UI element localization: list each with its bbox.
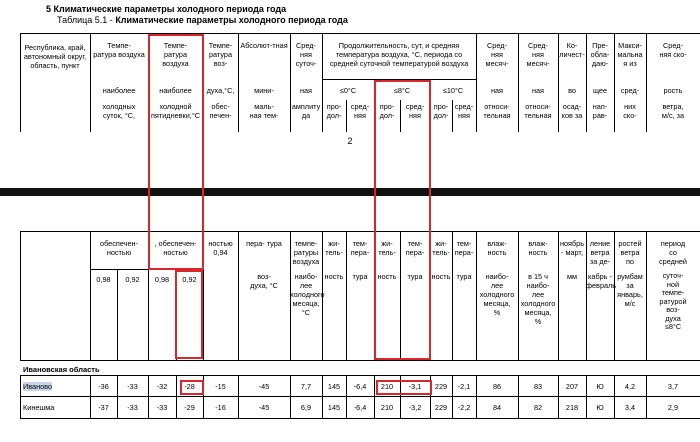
r3-c6: про- дол- — [326, 102, 342, 120]
table-caption — [57, 15, 348, 25]
cell: -6,4 — [353, 403, 367, 412]
cell: Ю — [596, 403, 604, 412]
city-name: Кинешма — [23, 403, 55, 412]
cell: Ю — [596, 382, 604, 391]
page-break-band — [0, 188, 700, 196]
cell: -28 — [184, 382, 195, 391]
region-name: Ивановская область — [23, 365, 100, 374]
b1-c11: тем- пера- — [454, 239, 474, 257]
prob-4: 0,92 — [182, 275, 197, 284]
col-temp2-header: Темпе- ратура воздуха — [162, 41, 189, 68]
section-heading: 5 Климатические параметры холодного периода года — [46, 4, 287, 14]
b1-c1: обеспечен- ностью — [100, 239, 138, 257]
b2-c15: кабрь - февраль — [586, 272, 617, 290]
cell: -33 — [127, 382, 138, 391]
r3-c17: ветра, м/с, за — [661, 102, 685, 120]
b2-c12: наибо- лее холодного месяца, % — [479, 272, 515, 317]
col-region-header: Республика, край, автономный округ, область, пункт — [23, 43, 87, 70]
r3-c1: холодных суток, °С, — [102, 102, 136, 120]
b1-c17: период со средней — [658, 239, 688, 266]
b1-c12: влаж- ность — [487, 239, 507, 257]
highlight-box-value-28 — [180, 380, 204, 395]
b1-c7: тем- пера- — [350, 239, 370, 257]
col-wind-dir-header: Прe- обла- даю- — [590, 41, 610, 68]
b1-c2: , обеспечен- ностью — [154, 239, 197, 257]
page-number: 2 — [347, 136, 353, 146]
b1-c4: пера- тура — [246, 239, 282, 248]
cell: -37 — [98, 403, 109, 412]
prob-3: 0,98 — [154, 275, 170, 284]
col-wind-max-header: Макси- мальна я из — [617, 41, 643, 68]
r3-c12: относи- тельная — [483, 102, 511, 120]
b1-c14: ноябрь - март, — [559, 239, 585, 257]
cell: -16 — [215, 403, 226, 412]
b2-c11: тура — [456, 272, 472, 281]
col-temp1-header: Темпе- ратура воздуха — [93, 41, 145, 59]
cell: -2,2 — [457, 403, 471, 412]
cell: -29 — [184, 403, 195, 412]
cell: 229 — [434, 403, 448, 412]
b1-c9: тем- пера- — [405, 239, 425, 257]
r2-c10: сред- — [620, 86, 640, 95]
cell: 145 — [327, 382, 341, 391]
r3-c2: холодной пятидневки,°С — [150, 102, 201, 120]
cell: 207 — [565, 382, 579, 391]
cell: -33 — [156, 403, 168, 412]
b1-c3: ностью 0,94 — [208, 239, 233, 257]
col-hum1-header: Сред- няя месяч- — [485, 41, 509, 68]
r2-c8: во — [568, 86, 576, 95]
cell: 218 — [565, 403, 579, 412]
cell: 229 — [434, 382, 448, 391]
r3-c15: нап- рав- — [592, 102, 608, 120]
highlight-box-prob-092 — [175, 270, 203, 359]
b1-c16: ростей ветра по — [618, 239, 642, 266]
cell: -45 — [258, 403, 270, 412]
highlight-box-le8-values — [376, 380, 432, 395]
r2-c4: мини- — [254, 86, 274, 95]
sub-le0: ≤0°С — [339, 86, 357, 95]
b2-c16: румбам за январь, м/с — [617, 272, 643, 308]
r3-c10: про- дол- — [433, 102, 449, 120]
cell: 82 — [533, 403, 543, 412]
col-hum2-header: Сред- няя месяч- — [526, 41, 550, 68]
cell: 145 — [327, 403, 341, 412]
cell: -6,4 — [353, 382, 367, 391]
sub-le8: ≤8°С — [393, 86, 411, 95]
r3-c8: про- дол- — [379, 102, 395, 120]
prob-2: 0,92 — [125, 275, 140, 284]
col-duration-header: Продолжительность, сут, и средняя температура воздуха, °С, периода со средней суточной температурой воздуха — [329, 41, 469, 68]
b2-c5: наибо- лее холодного месяца, °С — [290, 272, 325, 317]
cell: -32 — [156, 382, 168, 391]
cell: 2,9 — [667, 403, 679, 412]
col-temp3-header: Темпе- ратура воз- — [208, 41, 233, 68]
table-title: Климатические параметры холодного периода года — [115, 15, 348, 25]
r2-c6: ная — [490, 86, 504, 95]
cell: 83 — [533, 382, 543, 391]
b2-c17: суточ- ной темпе- ратурой воз- духа ≤8°С — [659, 271, 687, 331]
r3-c9: сред- няя — [405, 102, 425, 120]
city-name[interactable]: Иваново — [23, 382, 53, 391]
col-wind-avg-header: Сред- няя ско- — [659, 41, 687, 59]
b2-c13: в 15 ч наибо- лее холодного месяца, % — [520, 272, 556, 326]
cell: -36 — [98, 382, 109, 391]
col-absmin-header: Абсолют-тная — [240, 41, 288, 50]
b2-c7: тура — [352, 272, 368, 281]
b1-c15: ление ветра за де- — [589, 239, 611, 266]
b2-c9: тура — [407, 272, 423, 281]
cell: 7,7 — [300, 382, 312, 391]
r2-c3: духа,°С, — [206, 86, 235, 95]
cell: 210 — [380, 403, 394, 412]
b1-c8: жи- тель- — [378, 239, 396, 257]
r3-c16: них ско- — [623, 102, 637, 120]
b2-c10: ность — [431, 272, 451, 281]
cell: -15 — [215, 382, 226, 391]
r2-c7: ная — [531, 86, 545, 95]
cell: -3,2 — [408, 403, 422, 412]
b2-c8: ность — [377, 272, 397, 281]
r3-c4: маль- ная тем- — [249, 102, 279, 120]
b1-c5: темпе- ратуры воздуха — [292, 239, 320, 266]
table-label: Таблица 5.1 - — [57, 15, 116, 25]
highlight-box-le8-column — [374, 80, 431, 360]
b1-c10: жи- тель- — [432, 239, 450, 257]
cell: -2,1 — [457, 382, 471, 391]
cell: 210 — [380, 382, 394, 391]
r3-c14: осад- ков за — [561, 102, 583, 120]
r2-c9: щее — [592, 86, 608, 95]
r3-c7: сред- няя — [350, 102, 370, 120]
cell: 4,2 — [624, 382, 636, 391]
b1-c6: жи- тель- — [325, 239, 343, 257]
cell: -45 — [258, 382, 270, 391]
b2-c14: мм — [566, 272, 578, 281]
cell: 84 — [492, 403, 502, 412]
highlight-box-temp-column — [148, 34, 204, 270]
r3-c11: сред- няя — [454, 102, 474, 120]
b2-c6: ность — [324, 272, 344, 281]
cell: -33 — [127, 403, 138, 412]
col-precip-header: Ко- личест- — [559, 41, 585, 59]
cell: -3,1 — [408, 382, 422, 391]
r2-c2: наиболее — [159, 86, 192, 95]
col-ampl-header: Сред- няя суточ- — [295, 41, 317, 68]
cell: 3,7 — [667, 382, 679, 391]
sub-le10: ≤10°С — [442, 86, 464, 95]
cell: 86 — [492, 382, 502, 391]
b1-c13: влаж- ность — [528, 239, 548, 257]
r2-c5: ная — [299, 86, 313, 95]
r3-c13: относи- тельная — [524, 102, 552, 120]
r2-c1: наиболее — [102, 86, 136, 95]
cell: 6,9 — [300, 403, 312, 412]
r2-c11: рость — [663, 86, 683, 95]
r3-c5: амплиту да — [291, 102, 321, 120]
cell: 3,4 — [624, 403, 636, 412]
prob-1: 0,98 — [96, 275, 111, 284]
r3-c3: обес- печен- — [209, 102, 232, 120]
b2-c4: воз- духа, °С — [250, 272, 278, 290]
